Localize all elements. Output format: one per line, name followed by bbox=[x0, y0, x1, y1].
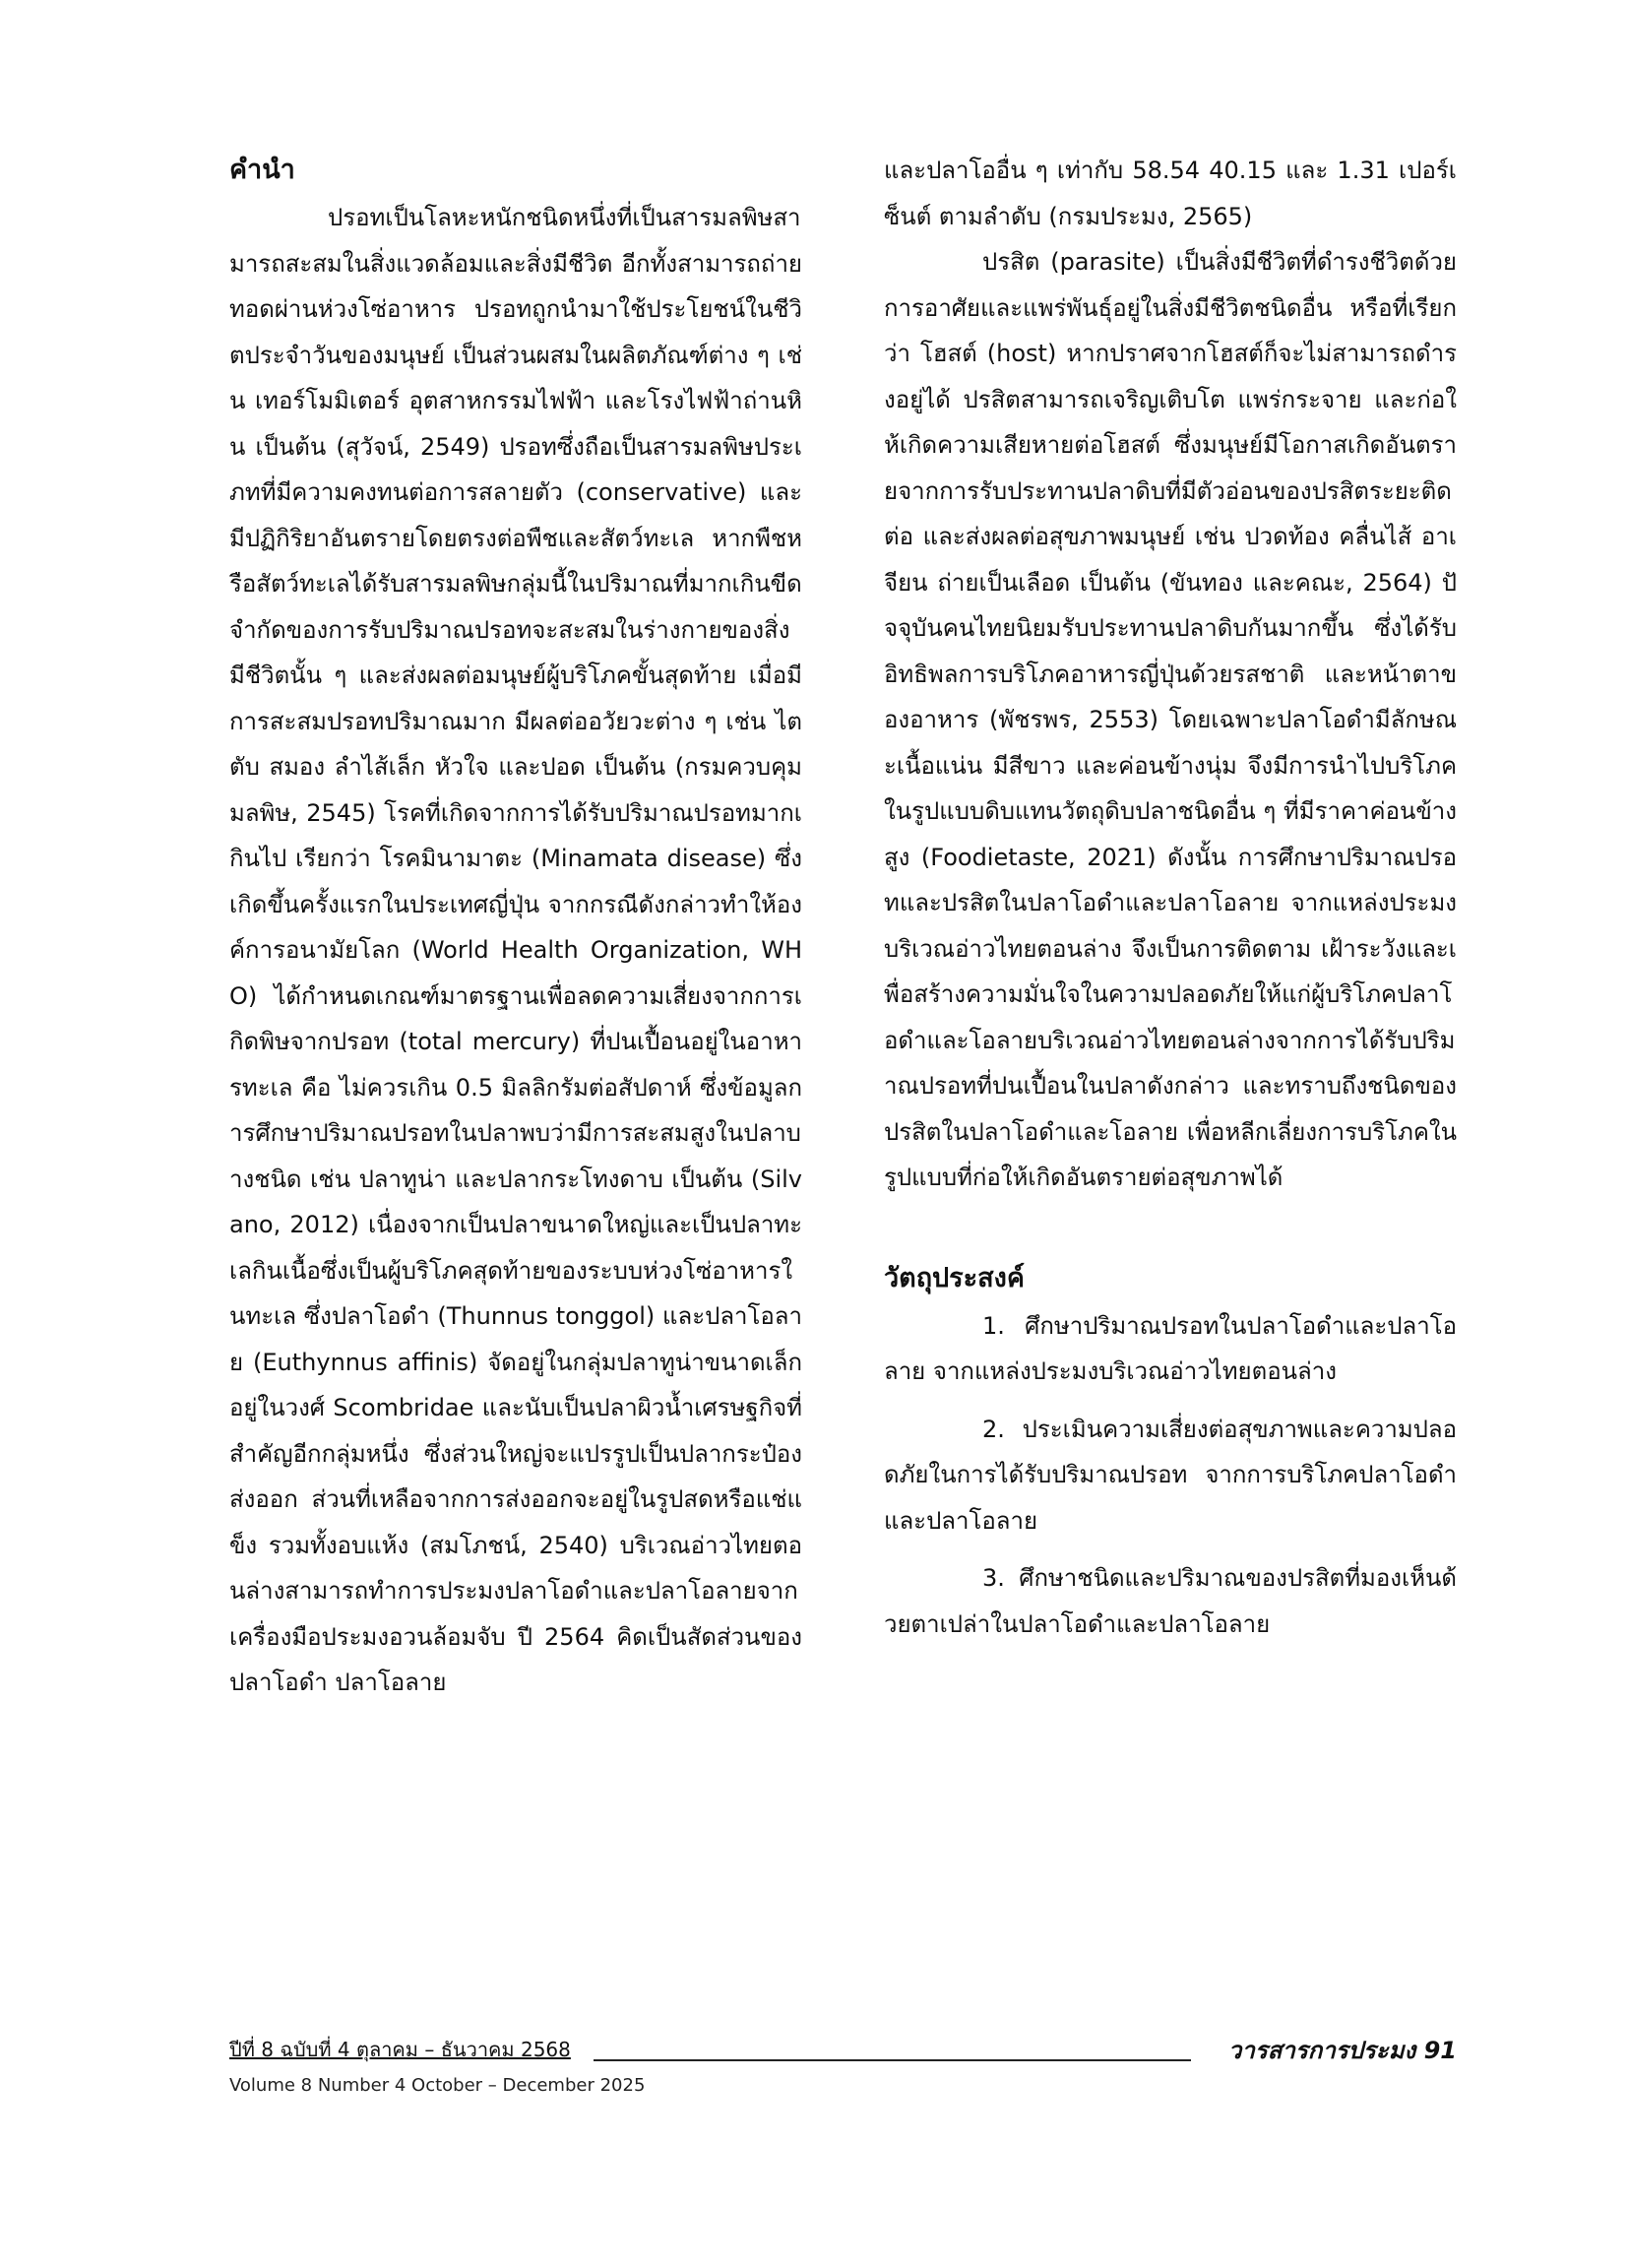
objective-item-1: 1. ศึกษาปริมาณปรอทในปลาโอดำและปลาโอลาย จากแหล่งประมงบริเวณอ่าวไทยตอนล่าง bbox=[884, 1311, 1457, 1385]
introduction-heading: คำนำ bbox=[229, 155, 295, 185]
introduction-paragraph: ปรอทเป็นโลหะหนักชนิดหนึ่งที่เป็นสารมลพิษสามารถสะสมในสิ่งแวดล้อมและสิ่งมีชีวิต อีกทั้งสามารถถ่ายทอดผ่านห่วงโซ่อาหาร ปรอทถูกนำมาใช้ประโยชน์ในชีวิตประจำวันของมนุษย์ เป็นส่วนผสมในผลิตภัณฑ์ต่าง ๆ เช่น เทอร์โมมิเตอร์ อุตสาหกรรมไฟฟ้า และโรงไฟฟ้าถ่านหิน เป็นต้น (สุวัจน์, 2549) ปรอทซึ่งถือเป็นสารมลพิษประเภทที่มีความคงทนต่อการสลายตัว (conservative) และมีปฏิกิริยาอันตรายโดยตรงต่อพืชและสัตว์ทะเล หากพืชหรือสัตว์ทะเลได้รับสารมลพิษกลุ่มนี้ในปริมาณที่มากเกินขีดจำกัดของการรับปริมาณปรอทจะสะสมในร่างกายของสิ่งมีชีวิตนั้น ๆ และส่งผลต่อมนุษย์ผู้บริโภคขั้นสุดท้าย เมื่อมีการสะสมปรอทปริมาณมาก มีผลต่ออวัยวะต่าง ๆ เช่น ไต ตับ สมอง ลำไส้เล็ก หัวใจ และปอด เป็นต้น (กรมควบคุมมลพิษ, 2545) โรคที่เกิดจากการได้รับปริมาณปรอทมากเกินไป เรียกว่า โรคมินามาตะ (Minamata disease) ซึ่งเกิดขึ้นครั้งแรกในประเทศญี่ปุ่น จากกรณีดังกล่าวทำให้องค์การอนามัยโลก (World Health Organization, WHO) ได้กำหนดเกณฑ์มาตรฐานเพื่อลดความเสี่ยงจากการเกิดพิษจากปรอท (total mercury) ที่ปนเปื้อนอยู่ในอาหารทะเล คือ ไม่ควรเกิน 0.5 มิลลิกรัมต่อสัปดาห์ ซึ่งข้อมูลการศึกษาปริมาณปรอทในปลาพบว่ามีการสะสมสูงในปลาบางชนิด เช่น ปลาทูน่า และปลากระโทงดาบ เป็นต้น (Silvano, 2012) เนื่องจากเป็นปลาขนาดใหญ่และเป็นปลาทะเลกินเนื้อซึ่งเป็นผู้บริโภคสุดท้ายของระบบห่วงโซ่อาหารในทะเล ซึ่งปลาโอดำ (Thunnus tonggol) และปลาโอลาย (Euthynnus affinis) จัดอยู่ในกลุ่มปลาทูน่าขนาดเล็กอยู่ในวงศ์ Scombridae และนับเป็นปลาผิวน้ำเศรษฐกิจที่สำคัญอีกกลุ่มหนึ่ง ซึ่งส่วนใหญ่จะแปรรูปเป็นปลากระป๋องส่งออก ส่วนที่เหลือจากการส่งออกจะอยู่ในรูปสดหรือแช่แข็ง รวมทั้งอบแห้ง (สมโภชน์, 2540) บริเวณอ่าวไทยตอนล่างสามารถทำการประมงปลาโอดำและปลาโอลายจากเครื่องมือประมงอวนล้อมจับ ปี 2564 คิดเป็นสัดส่วนของปลาโอดำ ปลาโอลาย bbox=[229, 204, 802, 1696]
footer-row bbox=[229, 2034, 1457, 2069]
page-footer bbox=[229, 2034, 1457, 2096]
footer-issue-thai: ปีที่ 8 ฉบับที่ 4 ตุลาคม – ธันวาคม 2568 bbox=[229, 2038, 571, 2061]
footer-rule bbox=[594, 2059, 1191, 2061]
right-column bbox=[884, 148, 1457, 1659]
introduction-continued-paragraph: และปลาโออื่น ๆ เท่ากับ 58.54 40.15 และ 1.31 เปอร์เซ็นต์ ตามลำดับ (กรมประมง, 2565) bbox=[884, 157, 1457, 230]
objective-item-2: 2. ประเมินความเสี่ยงต่อสุขภาพและความปลอดภัยในการได้รับปริมาณปรอท จากการบริโภคปลาโอดำและปลาโอลาย bbox=[884, 1415, 1457, 1535]
objective-item-3: 3. ศึกษาชนิดและปริมาณของปรสิตที่มองเห็นด้วยตาเปล่าในปลาโอดำและปลาโอลาย bbox=[884, 1564, 1457, 1638]
section-gap bbox=[884, 1201, 1457, 1256]
left-column bbox=[229, 148, 802, 1706]
footer-journal-page: วารสารการประมง 91 bbox=[1227, 2037, 1457, 2064]
objectives-heading: วัตถุประสงค์ bbox=[884, 1262, 1025, 1293]
parasite-paragraph: ปรสิต (parasite) เป็นสิ่งมีชีวิตที่ดำรงชีวิตด้วยการอาศัยและแพร่พันธุ์อยู่ในสิ่งมีชีวิตชนิดอื่น หรือที่เรียกว่า โฮสต์ (host) หากปราศจากโฮสต์ก็จะไม่สามารถดำรงอยู่ได้ ปรสิตสามารถเจริญเติบโต แพร่กระจาย และก่อให้เกิดความเสียหายต่อโฮสต์ ซึ่งมนุษย์มีโอกาสเกิดอันตรายจากการรับประทานปลาดิบที่มีตัวอ่อนของปรสิตระยะติดต่อ และส่งผลต่อสุขภาพมนุษย์ เช่น ปวดท้อง คลื่นไส้ อาเจียน ถ่ายเป็นเลือด เป็นต้น (ขันทอง และคณะ, 2564) ปัจจุบันคนไทยนิยมรับประทานปลาดิบกันมากขึ้น ซึ่งได้รับอิทธิพลการบริโภคอาหารญี่ปุ่นด้วยรสชาติ และหน้าตาของอาหาร (พัชรพร, 2553) โดยเฉพาะปลาโอดำมีลักษณะเนื้อแน่น มีสีขาว และค่อนข้างนุ่ม จึงมีการนำไปบริโภคในรูปแบบดิบแทนวัตถุดิบปลาชนิดอื่น ๆ ที่มีราคาค่อนข้างสูง (Foodietaste, 2021) ดังนั้น การศึกษาปริมาณปรอทและปรสิตในปลาโอดำและปลาโอลาย จากแหล่งประมงบริเวณอ่าวไทยตอนล่าง จึงเป็นการติดตาม เฝ้าระวังและเพื่อสร้างความมั่นใจในความปลอดภัยให้แก่ผู้บริโภคปลาโอดำและโอลายบริเวณอ่าวไทยตอนล่างจากการได้รับปริมาณปรอทที่ปนเปื้อนในปลาดังกล่าว และทราบถึงชนิดของปรสิตในปลาโอดำและโอลาย เพื่อหลีกเลี่ยงการบริโภคในรูปแบบที่ก่อให้เกิดอันตรายต่อสุขภาพได้ bbox=[884, 248, 1457, 1191]
footer-issue-english: Volume 8 Number 4 October – December 2025 bbox=[229, 2075, 646, 2096]
